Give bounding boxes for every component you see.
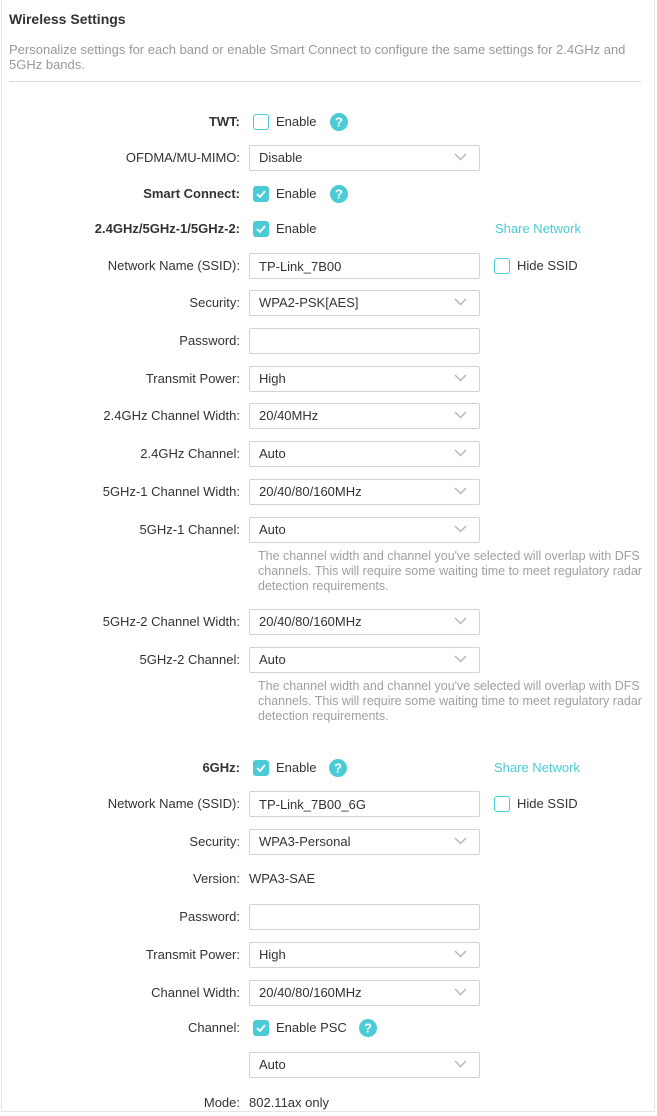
password-label: Password: [179, 333, 240, 348]
chevron-down-icon [454, 988, 467, 996]
ofdma-select[interactable] [249, 145, 480, 171]
chevron-down-icon [454, 655, 467, 663]
ch5-2-row [0, 647, 657, 673]
band-6g-label: 6GHz: [202, 760, 240, 775]
tx-power-6g-select[interactable] [249, 942, 480, 968]
ch5-1-row [0, 517, 657, 543]
tx-power-6g-select-value: High [259, 947, 286, 962]
chevron-down-icon [454, 298, 467, 306]
smart-connect-checkbox[interactable] [253, 186, 269, 202]
ch5-2-width-select[interactable] [249, 609, 480, 635]
security-6g-label: Security: [189, 834, 240, 849]
version-value: WPA3-SAE [249, 871, 316, 886]
ch5-2-width-label: 5GHz-2 Channel Width: [102, 614, 240, 629]
ch5-1-width-row [0, 479, 657, 505]
hide-ssid-6g-label[interactable]: Hide SSID [517, 796, 578, 811]
ch24-width-select-value: 20/40MHz [259, 408, 319, 423]
security-label: Security: [189, 295, 240, 310]
psc-checkbox[interactable] [253, 1020, 269, 1036]
help-icon[interactable] [330, 185, 348, 203]
password-6g-row [0, 904, 657, 930]
mode-row [0, 1090, 657, 1116]
ch24-width-label: 2.4GHz Channel Width: [103, 408, 240, 423]
channel-6g-row [0, 1015, 657, 1041]
chevron-down-icon [454, 153, 467, 161]
password-6g-input[interactable] [249, 904, 480, 930]
chevron-down-icon [454, 374, 467, 382]
channel-6g-select-value: Auto [259, 1057, 286, 1072]
width-6g-select-value: 20/40/80/160MHz [259, 985, 362, 1000]
svg-text:?: ? [335, 186, 343, 202]
svg-text:?: ? [334, 760, 342, 776]
mode-value: 802.11ax only [249, 1095, 329, 1110]
ssid-6g-row [0, 791, 657, 817]
channel-6g-select[interactable] [249, 1052, 480, 1078]
ofdma-select-value: Disable [259, 150, 303, 165]
band-combo-checkbox-label[interactable]: Enable [276, 221, 317, 236]
ch5-1-select-value: Auto [259, 522, 286, 537]
password-6g-label: Password: [179, 909, 240, 924]
security-6g-select[interactable] [249, 829, 480, 855]
security-row [0, 290, 657, 316]
dfs-note: The channel width and channel you've selected will overlap with DFS channels. This will require some waiting time to meet regulatory radar detection requirements. [258, 549, 642, 593]
ssid-row [0, 253, 657, 279]
band-combo-row [0, 216, 657, 242]
twt-row [0, 109, 657, 135]
page-description: Personalize settings for each band or enable Smart Connect to configure the same settings for 2.4GHz and 5GHz bands. [9, 42, 626, 72]
chevron-down-icon [454, 525, 467, 533]
ssid-label: Network Name (SSID): [107, 258, 240, 273]
help-icon[interactable] [330, 113, 348, 131]
ch5-1-width-label: 5GHz-1 Channel Width: [102, 484, 240, 499]
width-6g-label: Channel Width: [151, 985, 240, 1000]
channel-6g-label: Channel: [187, 1020, 240, 1035]
band-combo-checkbox[interactable] [253, 221, 269, 237]
band-combo-label: 2.4GHz/5GHz-1/5GHz-2: [94, 221, 240, 236]
hide-ssid-checkbox[interactable] [494, 258, 510, 274]
chevron-down-icon [454, 411, 467, 419]
band-6g-row [0, 755, 657, 781]
ch5-2-label: 5GHz-2 Channel: [139, 652, 240, 667]
tx-power-row [0, 366, 657, 392]
ssid-input[interactable] [249, 253, 480, 279]
band-6g-checkbox[interactable] [253, 760, 269, 776]
chevron-down-icon [454, 617, 467, 625]
ch5-2-width-row [0, 609, 657, 635]
password-input[interactable] [249, 328, 480, 354]
chevron-down-icon [454, 950, 467, 958]
version-label: Version: [193, 871, 240, 886]
share-network-link[interactable]: Share Network [495, 221, 581, 236]
ofdma-label: OFDMA/MU-MIMO: [125, 150, 240, 165]
ch5-1-width-select[interactable] [249, 479, 480, 505]
security-6g-row [0, 829, 657, 855]
band-6g-checkbox-label[interactable]: Enable [276, 760, 317, 775]
ch24-width-row [0, 403, 657, 429]
help-icon[interactable] [359, 1019, 377, 1037]
ch24-select[interactable] [249, 441, 480, 467]
check-icon [256, 190, 266, 198]
security-select-value: WPA2-PSK[AES] [259, 295, 359, 310]
ofdma-row [0, 145, 657, 171]
ch5-1-label: 5GHz-1 Channel: [139, 522, 240, 537]
mode-label: Mode: [203, 1095, 240, 1110]
smart-connect-checkbox-label[interactable]: Enable [276, 186, 317, 201]
dfs-note: The channel width and channel you've selected will overlap with DFS channels. This will require some waiting time to meet regulatory radar detection requirements. [258, 679, 642, 723]
chevron-down-icon [454, 837, 467, 845]
channel-6g-select-row [0, 1052, 657, 1078]
tx-power-select[interactable] [249, 366, 480, 392]
psc-checkbox-label[interactable]: Enable PSC [276, 1020, 347, 1035]
tx-power-6g-label: Transmit Power: [145, 947, 240, 962]
ch24-label: 2.4GHz Channel: [140, 446, 240, 461]
tx-power-6g-row [0, 942, 657, 968]
svg-text:?: ? [364, 1020, 372, 1036]
tx-power-select-value: High [259, 371, 286, 386]
ch24-select-value: Auto [259, 446, 286, 461]
ch5-1-width-select-value: 20/40/80/160MHz [259, 484, 362, 499]
ch5-2-width-select-value: 20/40/80/160MHz [259, 614, 362, 629]
password-row [0, 328, 657, 354]
ssid-6g-label: Network Name (SSID): [107, 796, 240, 811]
twt-checkbox-label[interactable]: Enable [276, 114, 317, 129]
chevron-down-icon [454, 449, 467, 457]
check-icon [256, 1024, 266, 1032]
ssid-6g-input[interactable] [249, 791, 480, 817]
security-select[interactable] [249, 290, 480, 316]
width-6g-row [0, 980, 657, 1006]
security-6g-select-value: WPA3-Personal [259, 834, 351, 849]
divider [9, 81, 641, 82]
check-icon [256, 225, 266, 233]
ch5-1-select[interactable] [249, 517, 480, 543]
svg-text:?: ? [335, 114, 343, 130]
hide-ssid-6g-checkbox[interactable] [494, 796, 510, 812]
ch24-width-select[interactable] [249, 403, 480, 429]
hide-ssid-label[interactable]: Hide SSID [517, 258, 578, 273]
smart-connect-row [0, 181, 657, 207]
version-row [0, 866, 657, 892]
twt-label: TWT: [208, 114, 240, 129]
twt-checkbox[interactable] [253, 114, 269, 130]
smart-connect-label: Smart Connect: [143, 186, 240, 201]
ch5-2-select-value: Auto [259, 652, 286, 667]
share-network-link-6g[interactable]: Share Network [494, 760, 580, 775]
check-icon [256, 764, 266, 772]
page-title: Wireless Settings [9, 11, 126, 27]
ch5-2-select[interactable] [249, 647, 480, 673]
tx-power-label: Transmit Power: [145, 371, 240, 386]
chevron-down-icon [454, 487, 467, 495]
ch24-row [0, 441, 657, 467]
help-icon[interactable] [329, 759, 347, 777]
chevron-down-icon [454, 1060, 467, 1068]
width-6g-select[interactable] [249, 980, 480, 1006]
